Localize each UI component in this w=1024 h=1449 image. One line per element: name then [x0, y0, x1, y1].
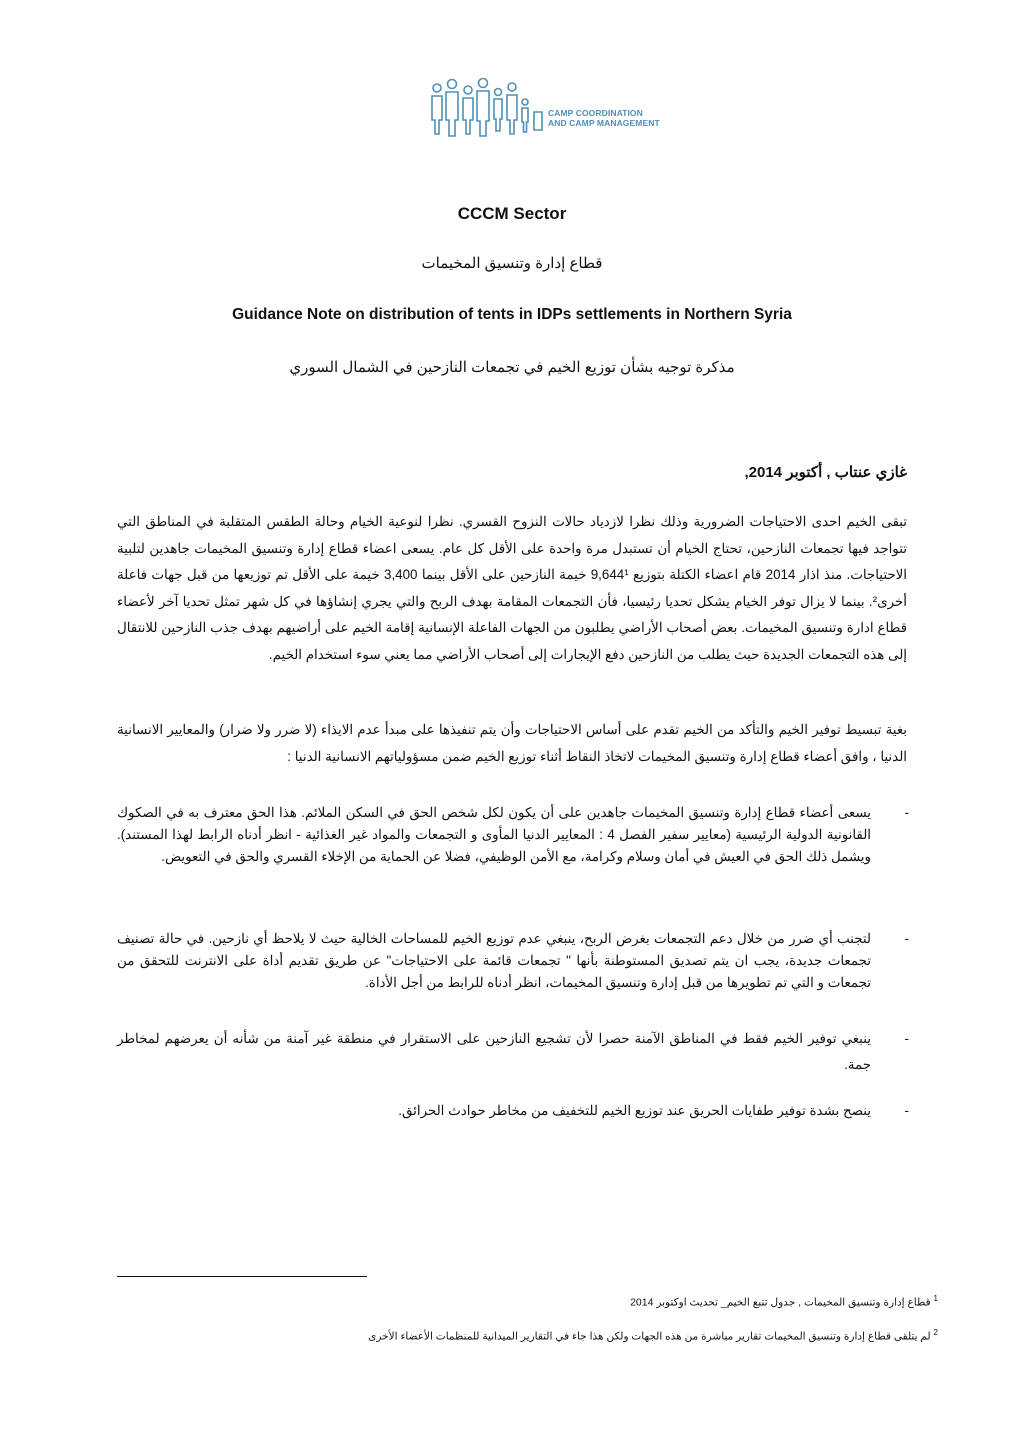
list-item: [117, 1026, 907, 1078]
cccm-logo: [428, 78, 660, 138]
subtitle-arabic: مذكرة توجيه بشأن توزيع الخيم في تجمعات النازحين في الشمال السوري: [289, 359, 735, 376]
cccm-people-logo-icon: [428, 78, 548, 138]
bullet-dash: -: [904, 1031, 909, 1046]
list-item-text: ينبغي توفير الخيم فقط في المناطق الآمنة حصرا لأن تشجيع النازحين على الاستقرار في منطقة غير آمنة من شأنه أن يعرضهم لمخاطر جمة.: [117, 1031, 871, 1072]
footnote-text: قطاع إدارة وتنسيق المخيمات , جدول تتبع الخيم_ تحديث اوكتوبر 2014: [630, 1296, 931, 1309]
list-item: [117, 802, 907, 868]
footnote-separator: [117, 1276, 367, 1277]
list-item: [117, 928, 907, 994]
logo-line-2: AND CAMP MANAGEMENT: [548, 118, 660, 128]
footnote-marker: 1: [933, 1294, 938, 1303]
list-item-text: لتجنب أي ضرر من خلال دعم التجمعات بغرض الربح، ينبغي عدم توزيع الخيم للمساحات الخالية حيث لا يلاحظ أي نازحين. في حالة تصنيف تجمعات جديدة، يجب ان يتم تصديق المستوطنة بأنها " تجمعات قائمة على الاحتياجات" عن طريق تقديم أداة على الانترنت للتحقق من تجمعات و التي تم تطويرها من قبل إدارة وتنسيق المخيمات، انظر أدناه للرابط من أجل الأداة.: [117, 931, 871, 990]
list-item: [117, 1100, 907, 1122]
title-english: CCCM Sector: [457, 204, 567, 223]
bullet-dash: -: [904, 805, 909, 820]
date-location-line: غازي عنتاب , أكتوبر 2014,: [744, 464, 907, 481]
footnote-2: [368, 1328, 938, 1343]
guidance-paragraph: بغية تبسيط توفير الخيم والتأكد من الخيم تقدم على أساس الاحتياجات وأن يتم تنفيذها على مبدأ عدم الايذاء (لا ضرر ولا ضرار) والمعايير الانسانية الدنيا ، وافق أعضاء قطاع إدارة وتنسيق المخيمات لاتخاذ النقاط أثناء توزيع الخيم ضمن مسؤولياتهم الانسانية الدنيا :: [117, 722, 908, 764]
footnote-text: لم يتلقى قطاع إدارة وتنسيق المخيمات تقارير مباشرة من هذه الجهات ولكن هذا جاء في التقارير الميدانية للمنظمات الأعضاء الأخرى: [368, 1330, 931, 1343]
bullet-dash: -: [904, 931, 909, 946]
bullet-dash: -: [904, 1103, 909, 1118]
intro-paragraph: تبقى الخيم احدى الاحتياجات الضرورية وذلك نظرا لازدياد حالات النزوح القسري. نظرا لنوعية الخيام وحالة الطقس المتقلبة في المناطق التي تتواجد فيها تجمعات النازحين، تحتاج الخيام أن تستبدل مرة واحدة على الأقل كل عام. يسعى اعضاء قطاع إدارة وتنسيق المخيمات جاهدين لتلبية الاحتياجات. منذ اذار 2014 قام اعضاء الكتلة بتوزيع 9,644¹ خيمة النازحين على الأقل بينما 3,400 خيمة على الأقل تم توزيعها من قبل جهات فاعلة أخرى². بينما لا يزال توفر الخيام يشكل تحديا رئيسيا، فأن التجمعات المقامة بهدف الربح والتي يجري إنشاؤها في كل شهر تمثل تحديا آخر لأعضاء قطاع ادارة وتنسيق المخيمات. بعض أصحاب الأراضي يطلبون من الجهات الفاعلة الإنسانية إقامة الخيم على أراضيهم بهدف جذب النازحين للانتقال إلى هذه التجمعات الجديدة حيث يطلب من النازحين دفع الإيجارات إلى أصحاب الأراضي مما يعني سوء استخدام الخيم.: [117, 514, 908, 662]
logo-text: [548, 108, 660, 128]
footnote-marker: 2: [933, 1328, 938, 1337]
logo-line-1: CAMP COORDINATION: [548, 108, 643, 118]
list-item-text: ينصح بشدة توفير طفايات الحريق عند توزيع الخيم للتخفيف من مخاطر حوادث الحرائق.: [398, 1103, 871, 1118]
subtitle-english: Guidance Note on distribution of tents in IDPs settlements in Northern Syria: [232, 306, 792, 323]
footnote-1: [630, 1294, 938, 1309]
list-item-text: يسعى أعضاء قطاع إدارة وتنسيق المخيمات جاهدين على أن يكون لكل شخص الحق في السكن الملائم. هذا الحق معترف به في الصكوك القانونية الدولية الرئيسية (معايير سفير الفصل 4 : المعايير الدنيا المأوى و التجمعات والمواد غير الغذائية - انظر أدناه الرابط لهذا المستند). ويشمل ذلك الحق في العيش في أمان وسلام وكرامة، مع الأمن الوظيفي، فضلا عن الحماية من الإخلاء القسري والحق في التعويض.: [117, 805, 871, 864]
title-arabic: قطاع إدارة وتنسيق المخيمات: [421, 255, 603, 272]
